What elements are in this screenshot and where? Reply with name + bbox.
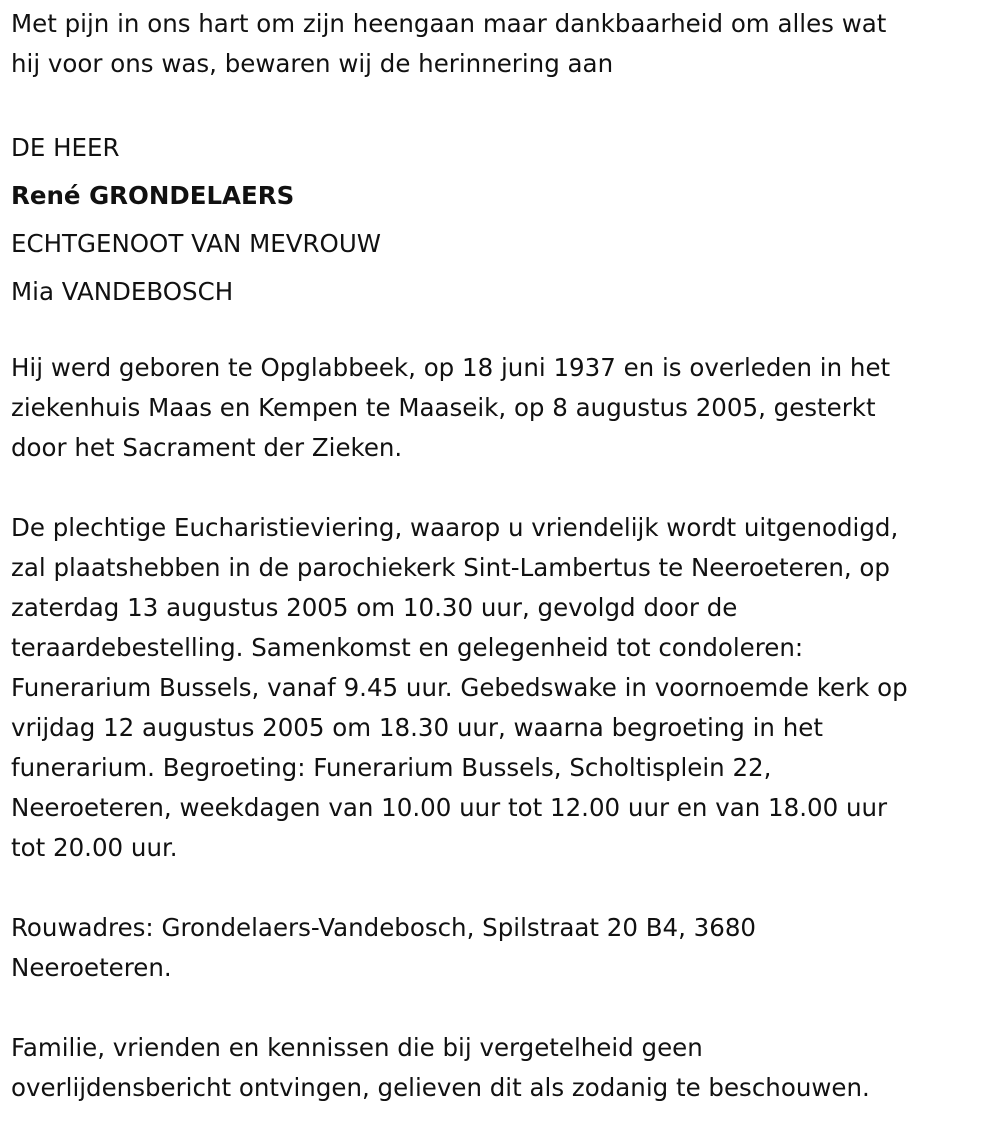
paragraph-line: tot 20.00 uur. bbox=[11, 833, 178, 862]
paragraph-line: Neeroeteren, weekdagen van 10.00 uur tot 12.00 uur en van 18.00 uur bbox=[11, 793, 888, 822]
birth-death-paragraph bbox=[11, 348, 1000, 468]
paragraph-line: teraardebestelling. Samenkomst en gelegenheid tot condoleren: bbox=[11, 633, 804, 662]
paragraph-line: funerarium. Begroeting: Funerarium Bussels, Scholtisplein 22, bbox=[11, 753, 772, 782]
paragraph-line: Familie, vrienden en kennissen die bij vergetelheid geen bbox=[11, 1033, 703, 1062]
intro-paragraph bbox=[11, 0, 1000, 84]
paragraph-line: zaterdag 13 augustus 2005 om 10.30 uur, gevolgd door de bbox=[11, 593, 738, 622]
intro-line: Met pijn in ons hart om zijn heengaan maar dankbaarheid om alles wat bbox=[11, 9, 887, 38]
address-paragraph bbox=[11, 908, 1000, 988]
paragraph-line: Hij werd geboren te Opglabbeek, op 18 juni 1937 en is overleden in het bbox=[11, 353, 891, 382]
paragraph-line: overlijdensbericht ontvingen, gelieven dit als zodanig te beschouwen. bbox=[11, 1073, 870, 1102]
spacer bbox=[11, 316, 1000, 348]
person-title: DE HEER bbox=[11, 133, 120, 162]
closing-paragraph bbox=[11, 1028, 1000, 1108]
paragraph-line: Neeroeteren. bbox=[11, 953, 172, 982]
paragraph-line: Rouwadres: Grondelaers-Vandebosch, Spilstraat 20 B4, 3680 bbox=[11, 913, 757, 942]
paragraph-line: Funerarium Bussels, vanaf 9.45 uur. Gebedswake in voornoemde kerk op bbox=[11, 673, 908, 702]
person-block bbox=[11, 124, 1000, 316]
person-relation: ECHTGENOOT VAN MEVROUW bbox=[11, 229, 382, 258]
paragraph-line: ziekenhuis Maas en Kempen te Maaseik, op 8 augustus 2005, gesterkt bbox=[11, 393, 876, 422]
person-name: René GRONDELAERS bbox=[11, 181, 295, 210]
intro-line: hij voor ons was, bewaren wij de herinnering aan bbox=[11, 49, 614, 78]
paragraph-line: De plechtige Eucharistieviering, waarop u vriendelijk wordt uitgenodigd, bbox=[11, 513, 899, 542]
paragraph-line: vrijdag 12 augustus 2005 om 18.30 uur, waarna begroeting in het bbox=[11, 713, 823, 742]
paragraph-line: door het Sacrament der Zieken. bbox=[11, 433, 403, 462]
spouse-name: Mia VANDEBOSCH bbox=[11, 277, 234, 306]
ceremony-paragraph bbox=[11, 508, 1000, 868]
spacer bbox=[11, 468, 1000, 508]
paragraph-line: zal plaatshebben in de parochiekerk Sint-Lambertus te Neeroeteren, op bbox=[11, 553, 890, 582]
spacer bbox=[11, 988, 1000, 1028]
spacer bbox=[11, 84, 1000, 124]
spacer bbox=[11, 868, 1000, 908]
